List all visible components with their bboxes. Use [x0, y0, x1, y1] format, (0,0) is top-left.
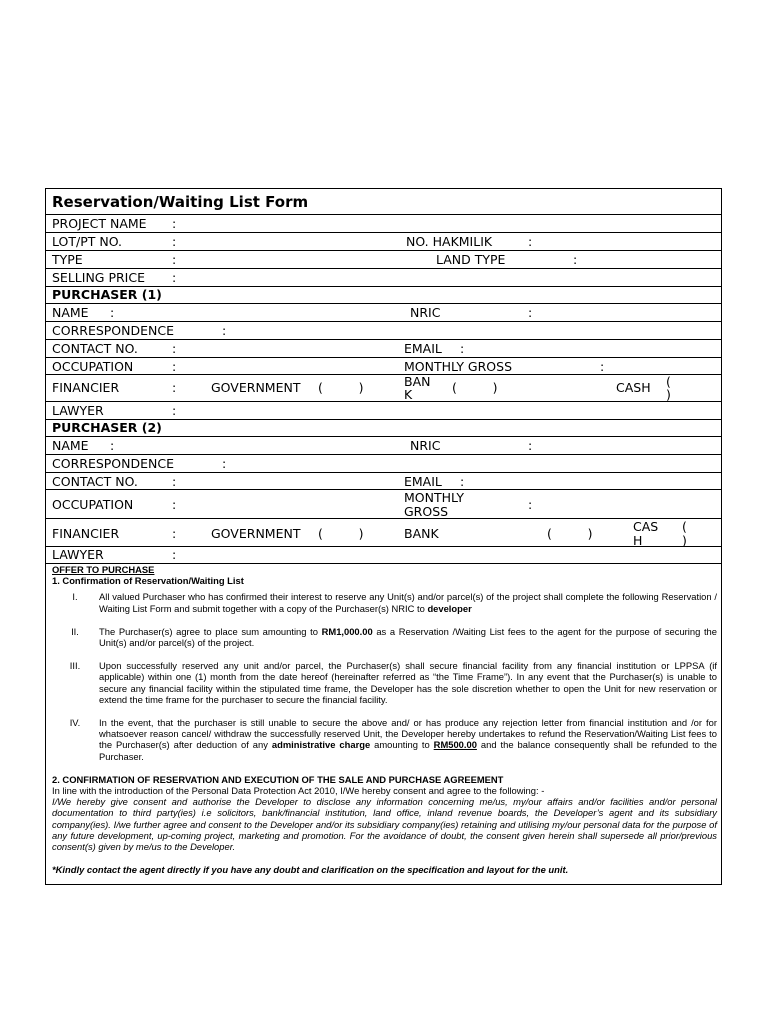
- clause-4: IV. In the event, that the purchaser is still unable to secure the above and/ or has produce any rejection letter from financial institution and /or for whatsoever reason cancel/ withdraw the successfully reserved Unit, the Developer hereby undertakes to refund the Reservation/Waiting List fees to the Purchaser(s) after deduction of any administrative charge amounting to RM500.00 and the balance consequently shall be refunded to the Purchaser.: [69, 717, 717, 762]
- type-label: TYPE: [52, 252, 83, 267]
- p2-occupation-label: OCCUPATION: [52, 497, 134, 512]
- p1-bank-option-line1[interactable]: BAN: [404, 374, 431, 389]
- section1-title: 1. Confirmation of Reservation/Waiting List: [52, 575, 244, 587]
- p1-bank-option-line2[interactable]: K: [404, 387, 413, 402]
- lot-row[interactable]: LOT/PT NO. : NO. HAKMILIK :: [46, 233, 721, 251]
- p1-bank-checkbox[interactable]: ( ): [452, 380, 498, 395]
- offer-section: [52, 564, 717, 875]
- purchaser2-heading: PURCHASER (2): [52, 420, 162, 435]
- p1-name-row[interactable]: NAME : NRIC :: [46, 304, 721, 322]
- p2-lawyer-label: LAWYER: [52, 547, 104, 562]
- p2-bank-option[interactable]: BANK: [404, 526, 439, 541]
- p2-cash-option-line1[interactable]: CAS: [633, 519, 659, 534]
- p1-occupation-row[interactable]: OCCUPATION : MONTHLY GROSS :: [46, 358, 721, 375]
- p2-monthly-gross-line2: GROSS: [404, 504, 449, 519]
- p1-government-checkbox[interactable]: ( ): [318, 380, 364, 395]
- p2-correspondence-label: CORRESPONDENCE: [52, 456, 174, 471]
- p1-nric-label: NRIC: [410, 305, 441, 320]
- p1-lawyer-row[interactable]: LAWYER :: [46, 402, 721, 420]
- purchaser2-heading-row: [46, 420, 721, 437]
- p2-name-label: NAME: [52, 438, 89, 453]
- p2-name-row[interactable]: NAME : NRIC :: [46, 437, 721, 455]
- p1-correspondence-row[interactable]: CORRESPONDENCE :: [46, 322, 721, 340]
- p2-government-option[interactable]: GOVERNMENT: [211, 526, 301, 541]
- p2-cash-option-line2[interactable]: H: [633, 533, 643, 548]
- p1-email-label: EMAIL: [404, 341, 442, 356]
- p1-name-label: NAME: [52, 305, 89, 320]
- hakmilik-label: NO. HAKMILIK: [406, 234, 493, 249]
- p2-financier-label: FINANCIER: [52, 526, 120, 541]
- p2-email-label: EMAIL: [404, 474, 442, 489]
- p2-monthly-gross-line1: MONTHLY: [404, 490, 464, 505]
- clause-1: I. All valued Purchaser who has confirmed their interest to reserve any Unit(s) and/or parcel(s) of the project shall complete the following Reservation / Waiting List Form and submit together with a copy of the Purchaser(s) NRIC to developer: [72, 591, 717, 614]
- clause-3: III. Upon successfully reserved any unit and/or parcel, the Purchaser(s) shall secure financial facility from any financial institution or LPPSA (if applicable) within one (1) month from the date hereof (hereinafter referred as “the Time Frame”). In any event that the Purchaser(s) is unable to secure any financial facility within the stipulated time frame, the Developer has the sole discretion whether to open the Unit for new reservation or extend the time frame for the purchaser to secure the financial facility.: [69, 660, 717, 705]
- type-row[interactable]: TYPE : LAND TYPE :: [46, 251, 721, 269]
- p1-correspondence-label: CORRESPONDENCE: [52, 323, 174, 338]
- offer-heading: OFFER TO PURCHASE: [52, 564, 155, 575]
- project-name-row[interactable]: PROJECT NAME :: [46, 215, 721, 233]
- selling-price-label: SELLING PRICE: [52, 270, 145, 285]
- contact-agent-note: *Kindly contact the agent directly if you have any doubt and clarification on the specification and layout for the unit.: [52, 864, 569, 876]
- project-name-label: PROJECT NAME: [52, 216, 147, 231]
- p2-nric-label: NRIC: [410, 438, 441, 453]
- purchaser1-heading-row: [46, 287, 721, 304]
- section2-consent: I/We hereby give consent and authorise the Developer to disclose any information concerning me/us, my/our affairs and/or facilities and/or personal documentation to third party(ies) i.e solicitors, bank/financial institution, land office, inland revenue boards, the Developer’s agent and its subsidiary company(ies). I/we further agree and consent to the Developer and/or its subsidiary company(ies) retaining and utilising my/our personal data for the purpose of any future development, up-coming project, marketing and promotion. For the avoidance of doubt, the consent given herein shall supersede all prior/previous consent(s) given by me/us to the Developer.: [52, 796, 717, 853]
- p2-bank-checkbox[interactable]: ( ): [547, 526, 593, 541]
- p2-correspondence-row[interactable]: CORRESPONDENCE :: [46, 455, 721, 473]
- p1-financier-row[interactable]: FINANCIER : GOVERNMENT ( ) BAN K ( ) CASH ( ): [46, 375, 721, 402]
- p1-contact-row[interactable]: CONTACT NO. : EMAIL :: [46, 340, 721, 358]
- section2-intro: In line with the introduction of the Personal Data Protection Act 2010, I/We hereby consent and agree to the following: -: [52, 785, 545, 797]
- p2-cash-checkbox-open[interactable]: (: [682, 519, 687, 534]
- p2-occupation-row[interactable]: OCCUPATION : MONTHLY GROSS :: [46, 490, 721, 519]
- form-title: Reservation/Waiting List Form: [52, 193, 309, 211]
- p1-cash-checkbox-close[interactable]: ): [666, 387, 671, 402]
- form-title-row: [46, 189, 721, 215]
- p2-lawyer-row[interactable]: LAWYER :: [46, 547, 721, 564]
- p2-government-checkbox[interactable]: ( ): [318, 526, 364, 541]
- p2-financier-row[interactable]: FINANCIER : GOVERNMENT ( ) BANK ( ) CAS H ( ): [46, 519, 721, 547]
- p2-contact-label: CONTACT NO.: [52, 474, 138, 489]
- p2-contact-row[interactable]: CONTACT NO. : EMAIL :: [46, 473, 721, 490]
- land-type-label: LAND TYPE: [436, 252, 506, 267]
- p1-financier-label: FINANCIER: [52, 380, 120, 395]
- p1-monthly-gross-label: MONTHLY GROSS: [404, 359, 513, 374]
- p2-cash-checkbox-close[interactable]: ): [682, 533, 687, 548]
- p1-cash-option[interactable]: CASH: [616, 380, 651, 395]
- section2-title: 2. CONFIRMATION OF RESERVATION AND EXECUTION OF THE SALE AND PURCHASE AGREEMENT: [52, 773, 504, 785]
- p1-government-option[interactable]: GOVERNMENT: [211, 380, 301, 395]
- p1-cash-checkbox-open[interactable]: (: [666, 374, 671, 389]
- reservation-form: [45, 188, 722, 885]
- lot-label: LOT/PT NO.: [52, 234, 123, 249]
- selling-price-row[interactable]: SELLING PRICE :: [46, 269, 721, 287]
- purchaser1-heading: PURCHASER (1): [52, 287, 162, 302]
- p1-occupation-label: OCCUPATION: [52, 359, 134, 374]
- p1-lawyer-label: LAWYER: [52, 403, 104, 418]
- p1-contact-label: CONTACT NO.: [52, 341, 138, 356]
- clause-2: II. The Purchaser(s) agree to place sum amounting to RM1,000.00 as a Reservation /Waiting List fees to the agent for the purpose of securing the Unit(s) and/or parcel(s) of the project.: [71, 625, 717, 649]
